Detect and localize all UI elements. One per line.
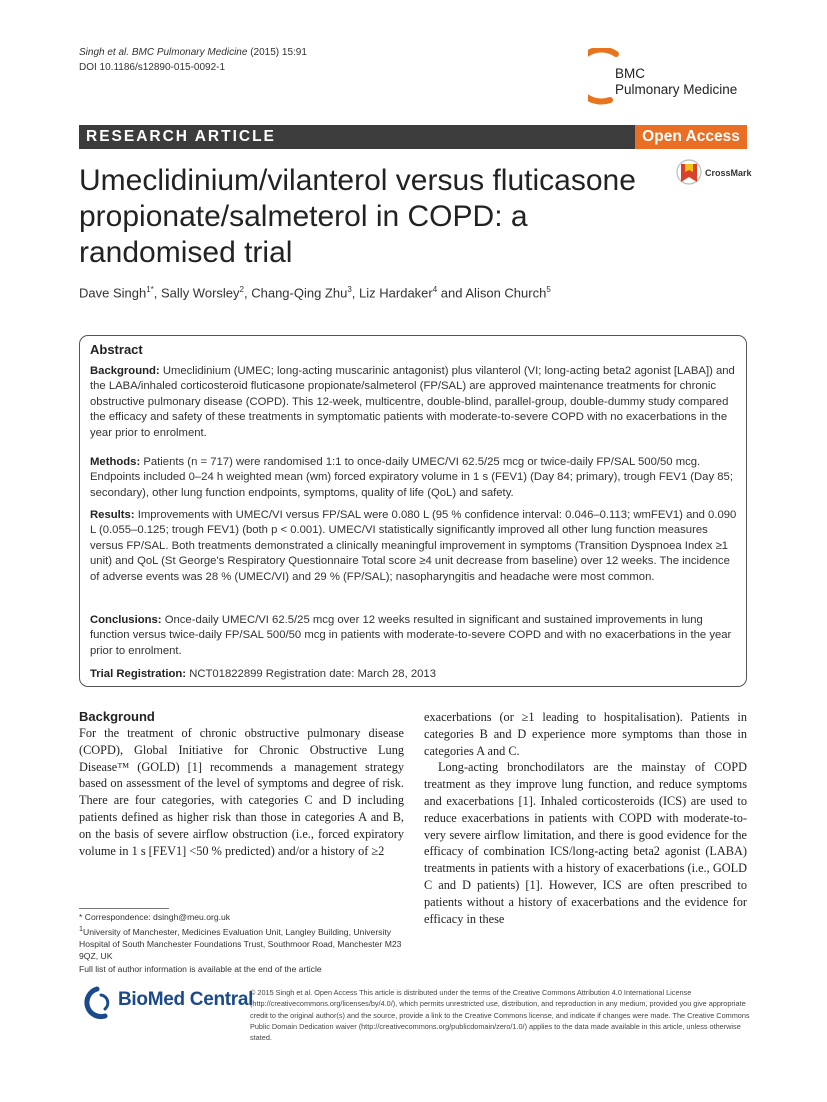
abstract-background — [90, 364, 740, 441]
title-line: propionate/salmeterol in COPD: a — [79, 200, 528, 233]
author-affiliation-sup: 1* — [146, 285, 154, 294]
title-line: Umeclidinium/vilanterol versus fluticasone — [79, 164, 636, 197]
article-title — [79, 163, 669, 271]
author-name: Sally Worsley — [161, 285, 240, 301]
doi: DOI 10.1186/s12890-015-0092-1 — [79, 62, 226, 73]
author-info-note: Full list of author information is available at the end of the article — [79, 963, 322, 974]
author-name: Alison Church — [465, 285, 547, 301]
abstract-trial-registration — [90, 667, 740, 682]
author-affiliation-sup: 5 — [546, 285, 551, 294]
author-separator: , — [351, 285, 360, 301]
journal-logo-text — [615, 66, 737, 98]
author-affiliation-sup: 3 — [347, 285, 352, 294]
biomed-central-logo-text: BioMed Central — [118, 989, 254, 1010]
author-separator: and — [437, 285, 466, 301]
body-paragraph: Long-acting bronchodilators are the mainstay of COPD treatment as they improve lung function, and reduce symptoms and exacerbations [1]. Inhaled corticosteroids (ICS) are used to reduce exacerbations in patients with COPD with moderate-to-very severe airflow limitation, and there is good evidence for the efficacy of combination ICS/long-acting beta2 agonist (LABA) treatments in patients with a history of exacerbations (i.e., GOLD C and D patients) [1]. However, ICS are often prescribed to patients without a history of exacerbations and the evidence for efficacy in these — [424, 760, 747, 926]
abstract-label: Trial Registration: — [90, 668, 187, 680]
body-paragraph: exacerbations (or ≥1 leading to hospitalisation). Patients in categories B and D experience more symptoms than those in categories A and C. — [424, 710, 747, 758]
abstract-label: Methods: — [90, 456, 141, 468]
author-affiliation-sup: 4 — [432, 285, 438, 294]
abstract-text: NCT01822899 Registration date: March 28, 2013 — [189, 668, 436, 680]
body-left-column: For the treatment of chronic obstructive pulmonary disease (COPD), Global Initiative for Chronic Obstructive Lung Disease™ (GOLD) [1] recommends a management strategy based on assessment of the level of symptoms and degree of risk. There are four categories, with categories C and D including patients defined as higher risk than those in categories A and B, on the basis of severe airflow obstruction (i.e., forced expiratory volume in 1 s [FEV1] <50 % predicted) and/or a history of ≥2 — [79, 726, 404, 858]
footnote-divider — [79, 908, 169, 909]
abstract-results — [90, 508, 740, 585]
abstract-label: Results: — [90, 509, 135, 521]
abstract-methods — [90, 455, 740, 501]
abstract-text: Once-daily UMEC/VI 62.5/25 mcg over 12 weeks resulted in significant and sustained improvements in lung function versus twice-daily FP/SAL 500/50 mcg in patients with moderate-to-severe COPD and with no exacerbations in the year prior to enrolment. — [90, 614, 732, 657]
journal-logo-line2: Pulmonary Medicine — [615, 82, 738, 97]
journal-logo-line1: BMC — [615, 66, 645, 81]
author-name: Dave Singh — [79, 285, 147, 301]
affiliation-sup: 1 — [79, 925, 83, 934]
footnote — [79, 911, 409, 975]
license-statement: © 2015 Singh et al. Open Access This article is distributed under the terms of the Creative Commons Attribution 4.0 International License (http://creativecommons.org/licenses/by/4.0/), which permits unrestricted use, distribution, and reproduction in any medium, provided you give appropriate credit to the original author(s) and the source, provide a link to the Creative Commons license, and indicate if changes were made. The Creative Commons Public Domain Dedication waiver (http://creativecommons.org/publicdomain/zero/1.0/) applies to the data made available in this article, unless otherwise stated. — [250, 988, 750, 1043]
citation-rest: (2015) 15:91 — [247, 47, 307, 58]
abstract-label: Conclusions: — [90, 614, 162, 626]
citation-block — [79, 45, 307, 75]
citation-line — [79, 45, 307, 60]
affiliation — [79, 923, 409, 962]
title-line: randomised trial — [79, 236, 293, 269]
author-list — [79, 285, 551, 300]
citation-journal: Singh et al. BMC Pulmonary Medicine — [79, 47, 248, 58]
affiliation-text: University of Manchester, Medicines Evaluation Unit, Langley Building, University Hospital of South Manchester Foundations Trust, Southmoor Road, Manchester M23 9QZ, UK — [79, 927, 402, 962]
article-type: RESEARCH ARTICLE — [86, 128, 276, 145]
abstract-heading: Abstract — [90, 342, 143, 357]
body-right-column — [424, 709, 747, 927]
abstract-text: Improvements with UMEC/VI versus FP/SAL were 0.080 L (95 % confidence interval: 0.046–0.113; wmFEV1) and 0.090 L (0.055–0.125; trough FEV1) (both p < 0.001). UMEC/VI statistically significantly improved all other lung function measures versus FP/SAL. Both treatments demonstrated a clinically meaningful improvement in symptoms (Transition Dyspnoea Index ≥1 unit) and QoL (St George's Respiratory Questionnaire Total score ≥4 unit decrease from baseline) over 12 weeks. The incidence of adverse events was 28 % (UMEC/VI) and 29 % (FP/SAL); nasopharyngitis and headache were most common. — [90, 509, 737, 583]
author-name: Liz Hardaker — [359, 285, 433, 301]
article-type-banner — [79, 125, 747, 149]
abstract-text: Patients (n = 717) were randomised 1:1 to once-daily UMEC/VI 62.5/25 mcg or twice-daily FP/SAL 500/50 mcg. Endpoints included 0–24 h weighted mean (wm) forced expiratory volume in 1 s (FEV1) (Day 84; primary), trough FEV1 (Day 85; secondary), other lung function endpoints, symptoms, quality of life (QoL) and safety. — [90, 456, 733, 499]
abstract-label: Background: — [90, 365, 160, 377]
abstract-conclusions — [90, 613, 740, 659]
open-access-badge: Open Access — [635, 125, 747, 149]
correspondence[interactable]: * Correspondence: dsingh@meu.org.uk — [79, 912, 231, 922]
section-heading: Background — [79, 709, 155, 724]
author-affiliation-sup: 2 — [239, 285, 244, 294]
author-name: Chang-Qing Zhu — [251, 285, 348, 301]
author-separator: , — [153, 285, 162, 301]
author-separator: , — [243, 285, 252, 301]
abstract-text: Umeclidinium (UMEC; long-acting muscarinic antagonist) plus vilanterol (VI; long-acting beta2 agonist [LABA]) and the LABA/inhaled corticosteroid fluticasone propionate/salmeterol (FP/SAL) are approved maintenance treatments for chronic obstructive pulmonary disease (COPD). This 12-week, multicentre, double-blind, parallel-group, double-dummy study compared the efficacy and safety of these treatments in symptomatic patients with moderate-to-severe COPD with no exacerbations in the year prior to enrolment. — [90, 365, 735, 439]
crossmark-label[interactable]: CrossMark — [705, 168, 752, 178]
